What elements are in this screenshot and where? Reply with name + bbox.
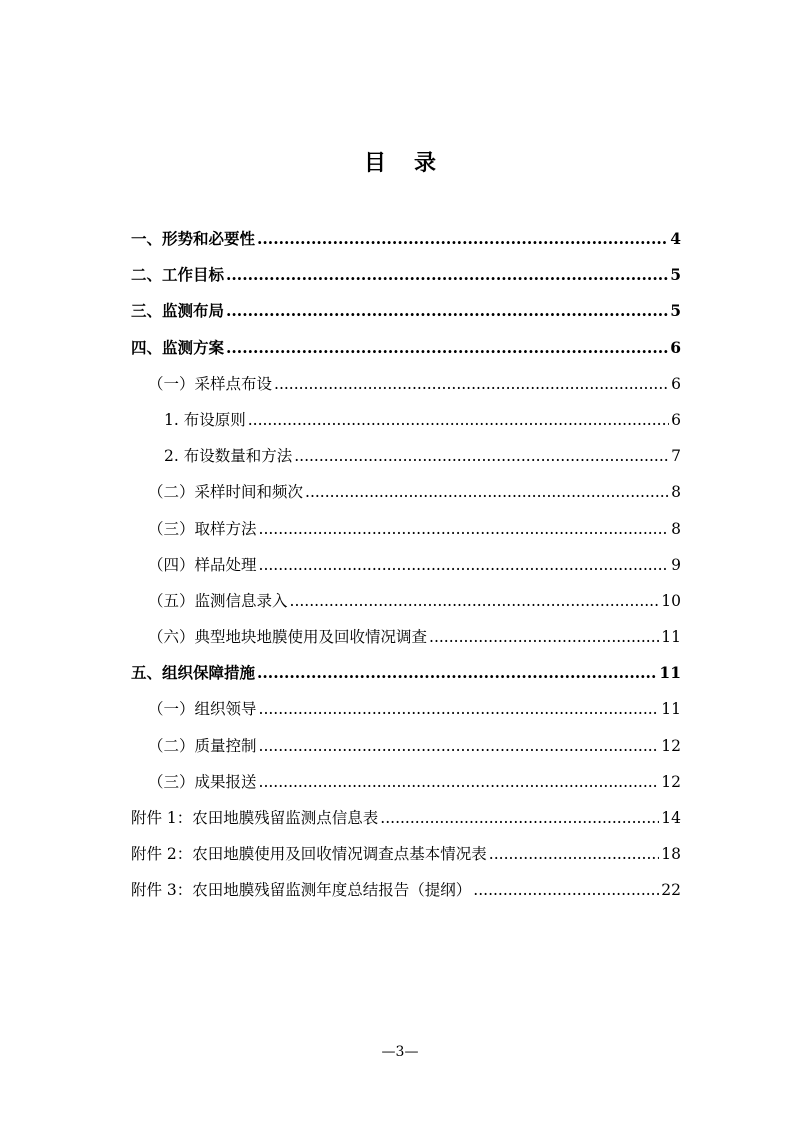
toc-entry[interactable] <box>131 372 681 408</box>
page-title <box>0 146 800 177</box>
toc-entry-label: （五）监测信息录入 <box>148 591 288 610</box>
toc-entry[interactable] <box>131 734 681 770</box>
toc-entry-page: 6 <box>670 337 681 357</box>
toc-entry-page: 11 <box>659 663 681 683</box>
toc-entry[interactable] <box>131 806 681 842</box>
toc-entry-label: 附件 1：农田地膜残留监测点信息表 <box>131 809 379 827</box>
toc-entry-page: 6 <box>671 410 681 429</box>
toc-entry-label: 五、组织保障措施 <box>131 663 256 683</box>
toc-entry[interactable] <box>131 589 681 625</box>
toc-entry-page: 11 <box>661 628 681 647</box>
toc-entry-label: （四）样品处理 <box>148 555 257 574</box>
toc-entry-page: 8 <box>671 519 681 538</box>
toc-entry-page: 18 <box>661 845 681 864</box>
toc-entry-label: （三）成果报送 <box>148 772 257 791</box>
toc-leader-dots <box>248 411 669 429</box>
toc-entry[interactable] <box>131 878 681 914</box>
toc-leader-dots <box>380 809 659 827</box>
toc-leader-dots <box>259 520 670 538</box>
toc-entry[interactable] <box>131 517 681 553</box>
toc-entry-label: 1. 布设原则 <box>164 410 246 429</box>
toc-entry-page: 12 <box>661 736 681 755</box>
toc-entry-label: 三、监测布局 <box>131 301 225 321</box>
toc-entry-page: 14 <box>661 809 681 827</box>
toc-entry[interactable] <box>131 842 681 878</box>
toc-entry-label: （二）质量控制 <box>148 736 257 755</box>
toc-leader-dots <box>257 663 657 682</box>
table-of-contents <box>131 227 681 915</box>
toc-entry-page: 5 <box>670 265 681 285</box>
toc-leader-dots <box>259 737 660 755</box>
toc-entry-label: 四、监测方案 <box>131 337 225 357</box>
toc-leader-dots <box>305 483 669 501</box>
page-number: —3— <box>381 1044 419 1060</box>
toc-entry-page: 12 <box>661 772 681 791</box>
toc-entry[interactable] <box>131 553 681 589</box>
toc-entry-label: 二、工作目标 <box>131 265 225 285</box>
toc-entry-label: （六）典型地块地膜使用及回收情况调查 <box>148 628 428 647</box>
toc-entry-page: 7 <box>671 447 681 466</box>
toc-leader-dots <box>290 592 660 610</box>
toc-leader-dots <box>259 700 660 718</box>
toc-entry-page: 8 <box>671 483 681 502</box>
toc-entry-label: 一、形势和必要性 <box>131 229 256 248</box>
toc-entry-label: （三）取样方法 <box>148 519 257 538</box>
toc-entry-page: 4 <box>670 229 681 248</box>
toc-entry[interactable] <box>131 263 681 299</box>
toc-entry-page: 5 <box>670 301 681 321</box>
toc-entry[interactable] <box>131 227 681 263</box>
toc-entry-page: 10 <box>661 591 681 610</box>
toc-entry[interactable] <box>131 480 681 516</box>
toc-entry[interactable] <box>131 697 681 733</box>
toc-leader-dots <box>226 338 668 357</box>
toc-entry-label: 2. 布设数量和方法 <box>164 447 293 466</box>
toc-leader-dots <box>294 447 669 465</box>
toc-entry-page: 11 <box>661 700 681 719</box>
toc-entry-page: 22 <box>661 881 681 900</box>
toc-entry-page: 6 <box>671 374 681 393</box>
toc-leader-dots <box>259 556 670 574</box>
toc-entry-label: 附件 2：农田地膜使用及回收情况调查点基本情况表 <box>131 845 487 864</box>
toc-entry-label: （一）组织领导 <box>148 700 257 719</box>
toc-leader-dots <box>429 628 659 646</box>
toc-leader-dots <box>259 773 660 791</box>
toc-leader-dots <box>257 229 668 248</box>
title-char-2: 录 <box>414 150 437 176</box>
toc-leader-dots <box>226 265 668 284</box>
toc-entry[interactable] <box>131 299 681 335</box>
toc-entry[interactable] <box>131 444 681 480</box>
toc-leader-dots <box>274 375 669 393</box>
toc-entry[interactable] <box>131 408 681 444</box>
toc-entry-page: 9 <box>671 555 681 574</box>
toc-entry[interactable] <box>131 661 681 697</box>
toc-entry[interactable] <box>131 336 681 372</box>
toc-entry[interactable] <box>131 770 681 806</box>
toc-leader-dots <box>226 301 668 320</box>
toc-entry[interactable] <box>131 625 681 661</box>
toc-entry-label: 附件 3：农田地膜残留监测年度总结报告（提纲） <box>131 881 472 900</box>
title-char-1: 目 <box>363 150 386 176</box>
toc-entry-label: （二）采样时间和频次 <box>148 483 304 502</box>
toc-leader-dots <box>489 845 659 863</box>
toc-leader-dots <box>473 881 659 899</box>
toc-entry-label: （一）采样点布设 <box>148 374 273 393</box>
